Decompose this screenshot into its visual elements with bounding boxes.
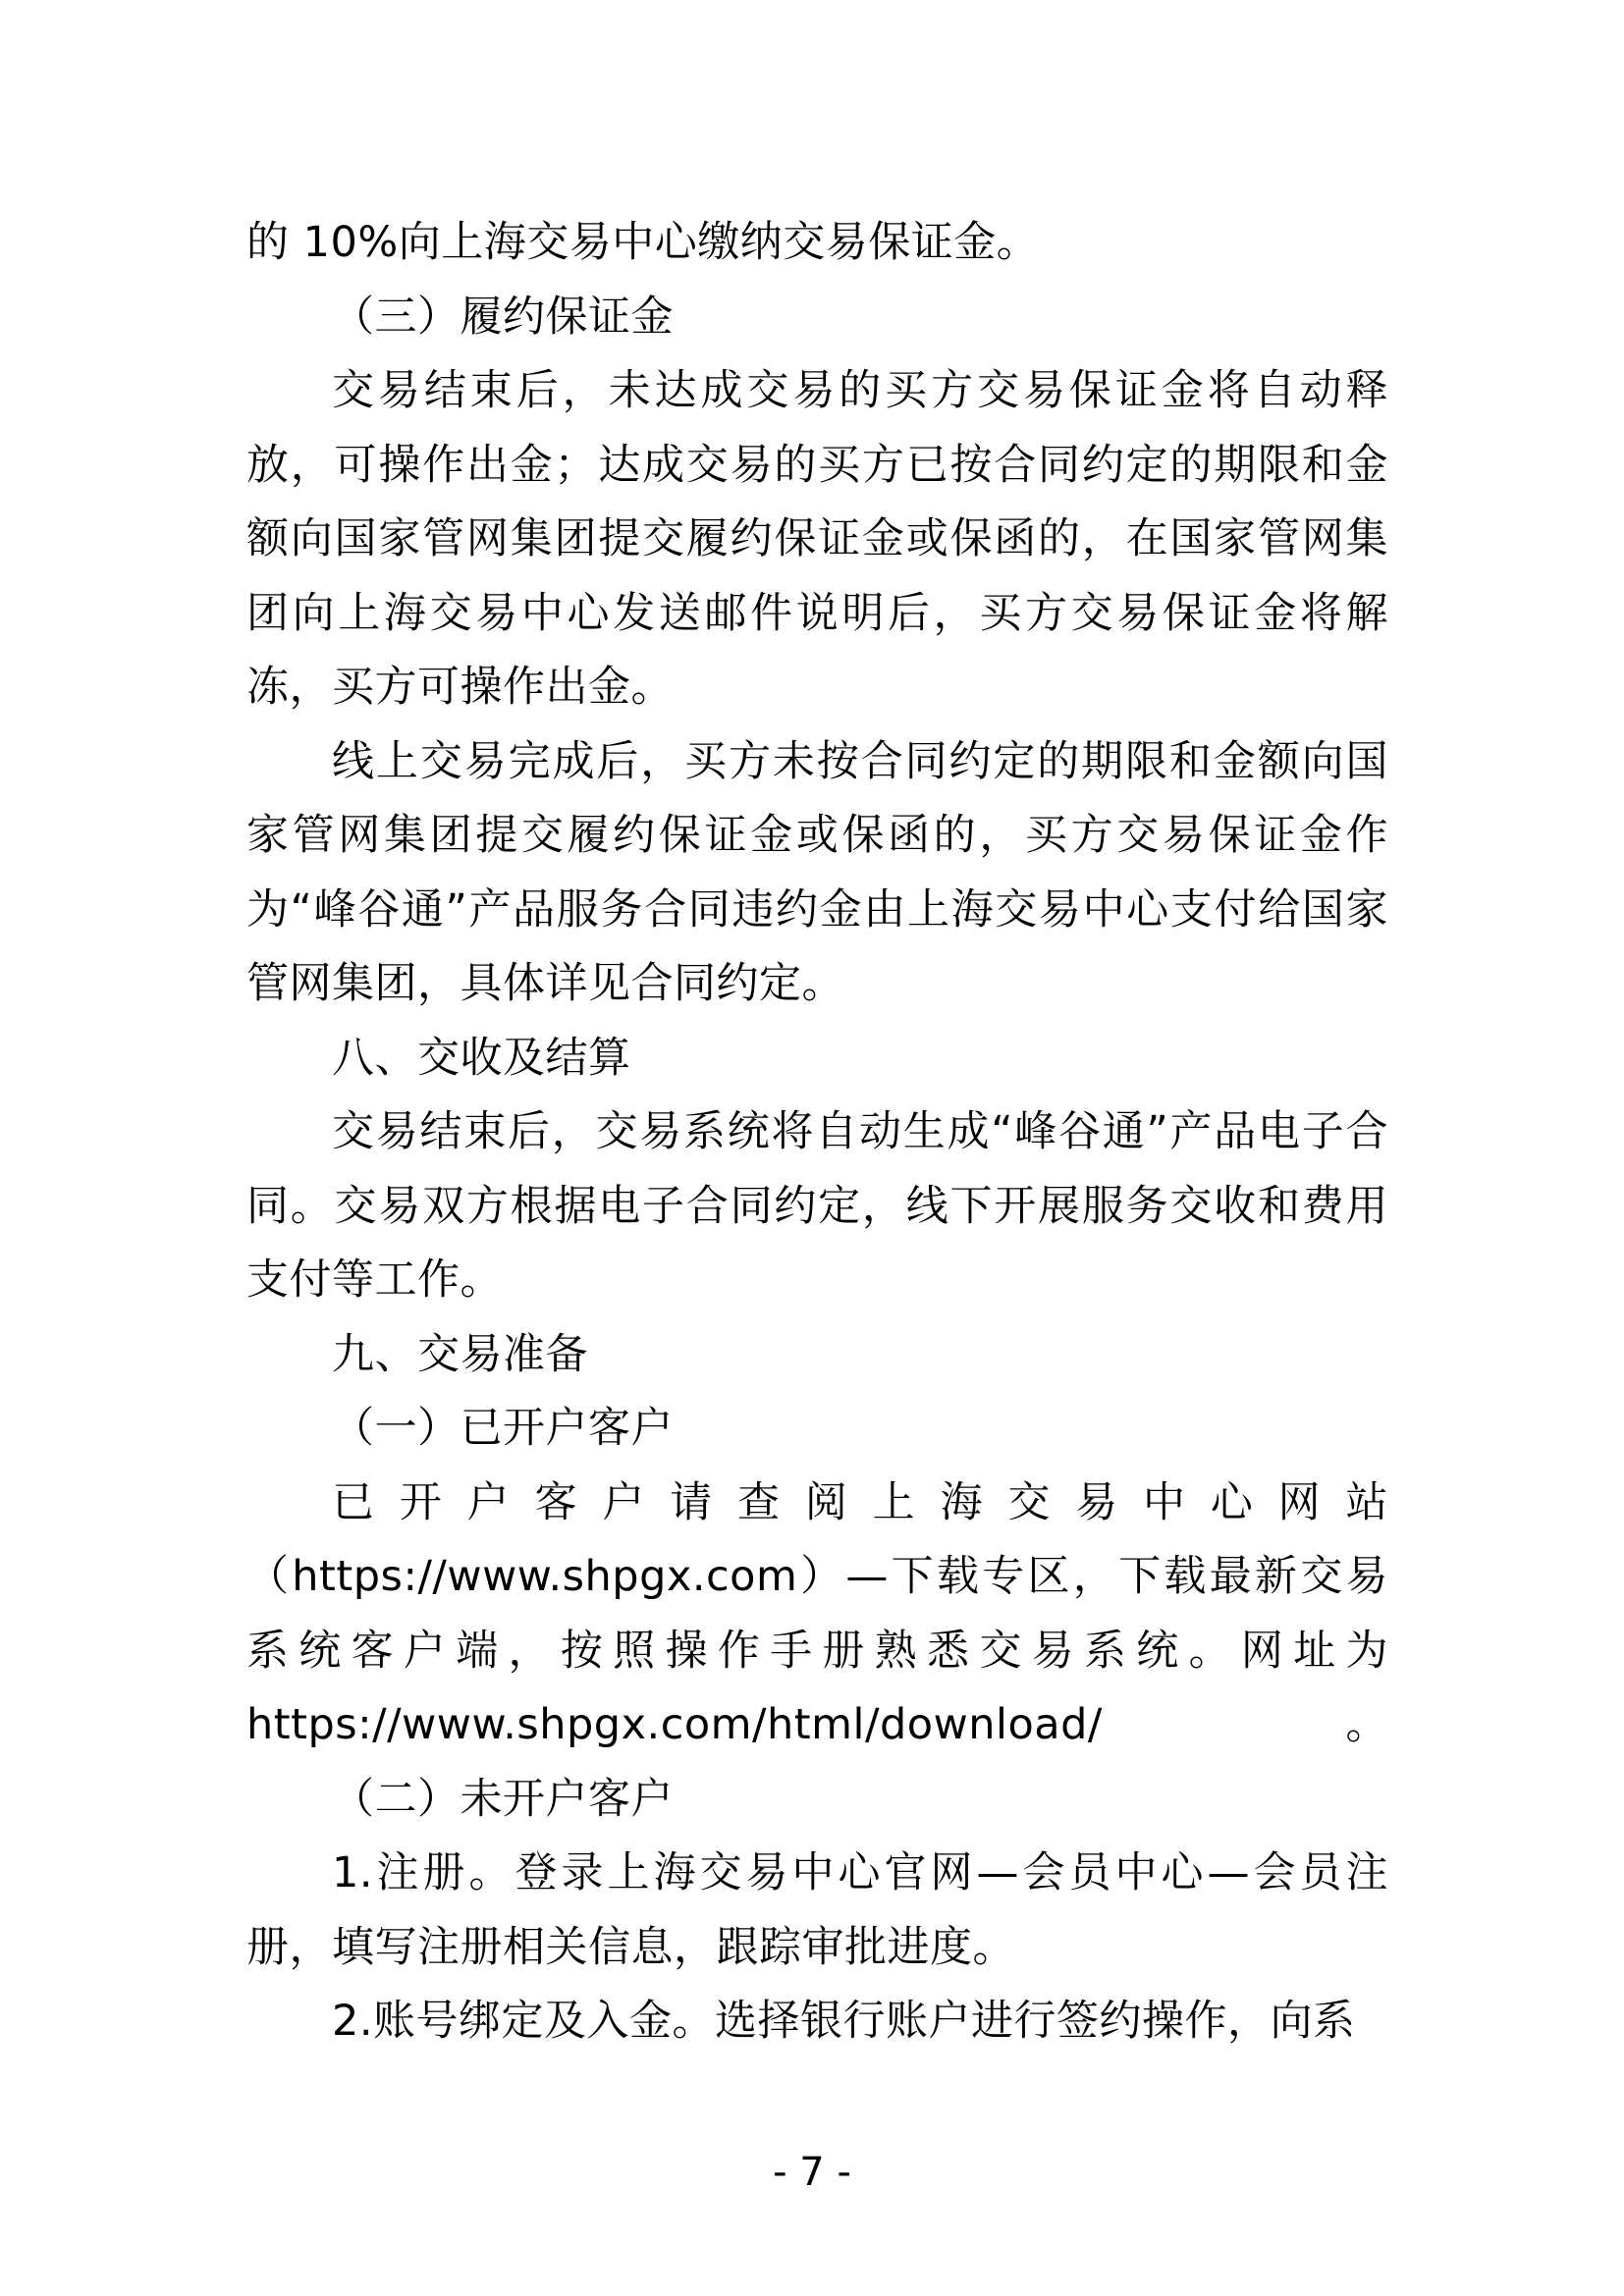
paragraph-settlement: 交易结束后，交易系统将自动生成“峰谷通”产品电子合同。交易双方根据电子合同约定，线下开展服务交收和费用支付等工作。 xyxy=(246,1107,1388,1305)
subheading-new-clients: （二）未开户客户 xyxy=(332,1774,674,1824)
paragraph-deposit-forfeit: 线上交易完成后，买方未按合同约定的期限和金额向国家管网集团提交履约保证金或保函的，买方交易保证金作为“峰谷通”产品服务合同违约金由上海交易中心支付给国家管网集团，具体详见合同约定。 xyxy=(246,736,1388,1008)
paragraph-account-binding: 2.账号绑定及入金。选择银行账户进行签约操作，向系 xyxy=(332,1997,1356,2046)
subheading-performance-deposit: （三）履约保证金 xyxy=(332,292,674,342)
section-heading-settlement: 八、交收及结算 xyxy=(332,1033,631,1083)
paragraph-registration: 1.注册。登录上海交易中心官网—会员中心—会员注册，填写注册相关信息，跟踪审批进度。 xyxy=(246,1848,1388,1972)
paragraph-existing-clients: 已开户客户请查阅上海交易中心网站（https://www.shpgx.com）—下载专区，下载最新交易系统客户端，按照操作手册熟悉交易系统。网址为https://www.shpgx.com/html/download/。 xyxy=(246,1477,1388,1749)
subheading-existing-clients: （一）已开户客户 xyxy=(332,1404,674,1453)
document-body xyxy=(246,206,1388,2059)
page-number: - 7 - xyxy=(773,2150,851,2195)
paragraph-continuation: 的 10%向上海交易中心缴纳交易保证金。 xyxy=(246,218,1040,267)
section-heading-preparation: 九、交易准备 xyxy=(332,1329,588,1379)
paragraph-deposit-release: 交易结束后，未达成交易的买方交易保证金将自动释放，可操作出金；达成交易的买方已按合同约定的期限和金额向国家管网集团提交履约保证金或保函的，在国家管网集团向上海交易中心发送邮件说明后，买方交易保证金将解冻，买方可操作出金。 xyxy=(246,366,1388,712)
